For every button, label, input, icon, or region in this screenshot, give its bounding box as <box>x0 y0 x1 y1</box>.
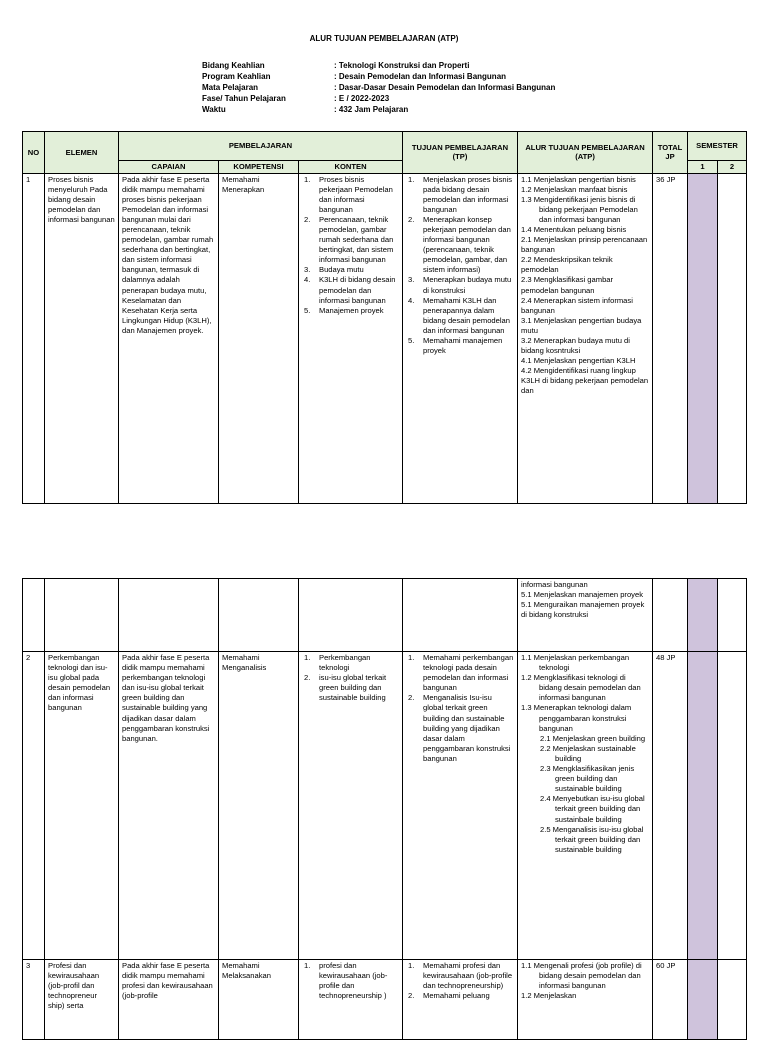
list-item: 2. Perencanaan, teknik pemodelan, gambar rumah sederhana dan bertingkat, dan sistem informasi bangunan <box>304 214 394 265</box>
header-tp: TUJUAN PEMBELAJARAN (TP) <box>403 132 518 174</box>
row-konten <box>299 173 403 503</box>
row-atp <box>518 652 653 960</box>
list-item: 5. Manajemen proyek <box>304 305 384 315</box>
list-item: 2. isu-isu global terkait green building dan sustainable building <box>304 673 387 703</box>
row-capaian: Pada akhir fase E peserta didik mampu memahami proses bisnis pekerjaan Pemodelan dan informasi bangunan mulai dari perencanaan, teknik pemodelan, gambar rumah sederhana dan bertingkat, dan sistem informasi bangunan, termasuk di dalamnya adalah penerapan budaya mutu, Keselamatan dan Kesehatan Kerja serta Lingkungan Hidup (K3LH), dan Manajemen proyek. <box>119 173 219 503</box>
meta-key: Fase/ Tahun Pelajaran <box>202 94 286 103</box>
list-item: 1. Memahami perkembangan teknologi pada desain pemodelan dan informasi bangunan <box>408 653 514 693</box>
header-atp: ALUR TUJUAN PEMBELAJARAN (ATP) <box>518 132 653 174</box>
atp-item: 1.2 Mengklasifikasi teknologi di bidang desain pemodelan dan informasi bangunan <box>521 673 641 703</box>
row-semester-1-cell <box>688 173 718 503</box>
header-elemen: ELEMEN <box>45 132 119 174</box>
header-semester: SEMESTER <box>688 132 747 161</box>
meta-key: Waktu <box>202 105 226 114</box>
list-item: 2. Menerapkan konsep pekerjaan pemodelan dan informasi bangunan (perencanaan, teknik pemodelan, gambar, dan sistem informasi) <box>408 214 511 275</box>
atp-item: 2.1 Menjelaskan prinsip perencanaan bangunan <box>521 235 648 255</box>
atp-item: 2.4 Menerapkan sistem informasi bangunan <box>521 295 633 315</box>
list-item: 4. Memahami K3LH dan penerapannya dalam bidang desain pemodelan dan informasi bangunan <box>408 295 511 335</box>
list-item: 3. Menerapkan budaya mutu di konstruksi <box>408 275 512 295</box>
meta-value: : Teknologi Konstruksi dan Properti <box>334 61 470 70</box>
row-atp <box>518 960 653 1040</box>
meta-key: Mata Pelajaran <box>202 83 259 92</box>
atp-item: 5.1 Menguraikan manajemen proyek di bidang konstruksi <box>521 600 645 620</box>
list-item: 2. Menganalisis Isu-isu global terkait green building dan sustainable building yang dijadikan dasar dalam penggambaran konstruksi bangunan <box>408 693 511 763</box>
row-total-jp: 48 JP <box>653 652 688 960</box>
meta-value: : 432 Jam Pelajaran <box>334 105 409 114</box>
atp-item: 4.2 Mengidentifikasi ruang lingkup K3LH di bidang pekerjaan pemodelan dan <box>521 366 649 396</box>
atp-item: 2.3 Mengklasifikasi gambar pemodelan bangunan <box>521 275 614 295</box>
atp-table-page-2 <box>22 578 747 1040</box>
document-meta <box>202 60 555 115</box>
meta-row <box>202 82 555 93</box>
atp-item: 5.1 Menjelaskan manajemen proyek <box>521 590 643 600</box>
row-tujuan-pembelajaran <box>403 173 518 503</box>
atp-item: 1.3 Mengidentifikasi jenis bisnis di bidang pekerjaan Pemodelan dan informasi bangunan <box>521 194 638 224</box>
list-item: 1. Memahami profesi dan kewirausahaan (job-profile dan technopreneurship) <box>408 961 513 991</box>
list-item: 3. Budaya mutu <box>304 265 364 275</box>
row-kompetensi: Memahami Menerapkan <box>219 173 299 503</box>
table-row <box>23 173 747 503</box>
atp-item: informasi bangunan <box>521 580 588 589</box>
document-title: ALUR TUJUAN PEMBELAJARAN (ATP) <box>309 34 459 43</box>
row-tujuan-pembelajaran <box>403 960 518 1040</box>
row-no: 1 <box>23 173 45 503</box>
row-elemen: Proses bisnis menyeluruh Pada bidang desain pemodelan dan informasi bangunan <box>45 173 119 503</box>
row-capaian: Pada akhir fase E peserta didik mampu memahami profesi dan kewirausahaan (job-profile <box>119 960 219 1040</box>
table-row <box>23 960 747 1040</box>
row-atp-continued <box>518 579 653 652</box>
row-elemen: Profesi dan kewirausahaan (job-profil dan technopreneur ship) serta <box>45 960 119 1040</box>
row-total-jp: 60 JP <box>653 960 688 1040</box>
atp-item: 4.1 Menjelaskan pengertian K3LH <box>521 356 636 366</box>
atp-item: 1.3 Menerapkan teknologi dalam penggambaran konstruksi bangunan <box>521 703 632 733</box>
header-semester-1: 1 <box>688 161 718 174</box>
meta-row <box>202 71 555 82</box>
list-item: 1. profesi dan kewirausahaan (job-profile dan technopreneurship ) <box>304 961 388 1001</box>
list-item: 2. Memahami peluang <box>408 991 490 1001</box>
header-capaian: CAPAIAN <box>119 161 219 174</box>
atp-item: 3.2 Menerapkan budaya mutu di bidang kosntruksi <box>521 336 630 356</box>
row-elemen: Perkembangan teknologi dan isu-isu global pada desain pemodelan dan informasi bangunan <box>45 652 119 960</box>
row-atp <box>518 173 653 503</box>
atp-item: 1.1 Menjelaskan pengertian bisnis <box>521 174 636 184</box>
meta-row <box>202 60 555 71</box>
header-total-jp: TOTAL JP <box>653 132 688 174</box>
atp-item: 1.1 Menjelaskan perkembangan teknologi <box>521 653 630 673</box>
meta-key: Program Keahlian <box>202 72 271 81</box>
row-konten <box>299 960 403 1040</box>
atp-item: 2.4 Menyebutkan isu-isu global terkait green building dan sustainbale building <box>540 794 645 824</box>
row-semester-1-cell <box>688 579 718 652</box>
atp-item: 1.4 Menentukan peluang bisnis <box>521 224 627 234</box>
atp-item: 2.3 Mengklasifikasikan jenis green building dan sustainable building <box>540 764 635 794</box>
header-pembelajaran: PEMBELAJARAN <box>119 132 403 161</box>
row-semester-1-cell <box>688 960 718 1040</box>
atp-item: 2.1 Menjelaskan green building <box>540 733 646 743</box>
meta-value: : Desain Pemodelan dan Informasi Bangunan <box>334 72 507 81</box>
meta-row <box>202 104 555 115</box>
header-no: NO <box>23 132 45 174</box>
row-semester-2-cell <box>718 173 747 503</box>
atp-item: 3.1 Menjelaskan pengertian budaya mutu <box>521 315 642 335</box>
meta-key: Bidang Keahlian <box>202 61 265 70</box>
meta-row <box>202 93 555 104</box>
table-row <box>23 579 747 652</box>
meta-value: : E / 2022-2023 <box>334 94 390 103</box>
row-no: 2 <box>23 652 45 960</box>
list-item: 1. Proses bisnis pekerjaan Pemodelan dan informasi bangunan <box>304 174 393 214</box>
table-row <box>23 652 747 960</box>
atp-item: 1.1 Mengenali profesi (job profile) di bidang desain pemodelan dan informasi bangunan <box>521 961 642 991</box>
atp-item: 2.2 Menjelaskan sustainable building <box>540 743 636 763</box>
list-item: 4. K3LH di bidang desain pemodelan dan informasi bangunan <box>304 275 396 305</box>
header-konten: KONTEN <box>299 161 403 174</box>
row-tujuan-pembelajaran <box>403 652 518 960</box>
row-semester-2-cell <box>718 960 747 1040</box>
list-item: 1. Perkembangan teknologi <box>304 653 371 673</box>
row-semester-1-cell <box>688 652 718 960</box>
atp-table-page-1 <box>22 131 747 504</box>
header-kompetensi: KOMPETENSI <box>219 161 299 174</box>
row-kompetensi: Memahami Melaksanakan <box>219 960 299 1040</box>
row-total-jp: 36 JP <box>653 173 688 503</box>
row-kompetensi: Memahami Menganalisis <box>219 652 299 960</box>
header-semester-2: 2 <box>718 161 747 174</box>
atp-item: 2.2 Mendeskripsikan teknik pemodelan <box>521 255 613 275</box>
list-item: 5. Memahami manajemen proyek <box>408 336 503 356</box>
meta-value: : Dasar-Dasar Desain Pemodelan dan Informasi Bangunan <box>334 83 556 92</box>
row-no: 3 <box>23 960 45 1040</box>
row-semester-2-cell <box>718 652 747 960</box>
atp-item: 1.2 Menjelaskan <box>521 991 577 1001</box>
atp-item: 2.5 Menganalisis isu-isu global terkait green building dan sustainable building <box>540 824 644 854</box>
list-item: 1. Menjelaskan proses bisnis pada bidang desain pemodelan dan informasi bangunan <box>408 174 513 214</box>
row-capaian: Pada akhir fase E peserta didik mampu memahami perkembangan teknologi dan isu-isu global terkait green building dan sustainable building yang dijadikan dasar dalam penggambaran konstruksi bangunan. <box>119 652 219 960</box>
atp-item: 1.2 Menjelaskan manfaat bisnis <box>521 184 628 194</box>
row-konten <box>299 652 403 960</box>
